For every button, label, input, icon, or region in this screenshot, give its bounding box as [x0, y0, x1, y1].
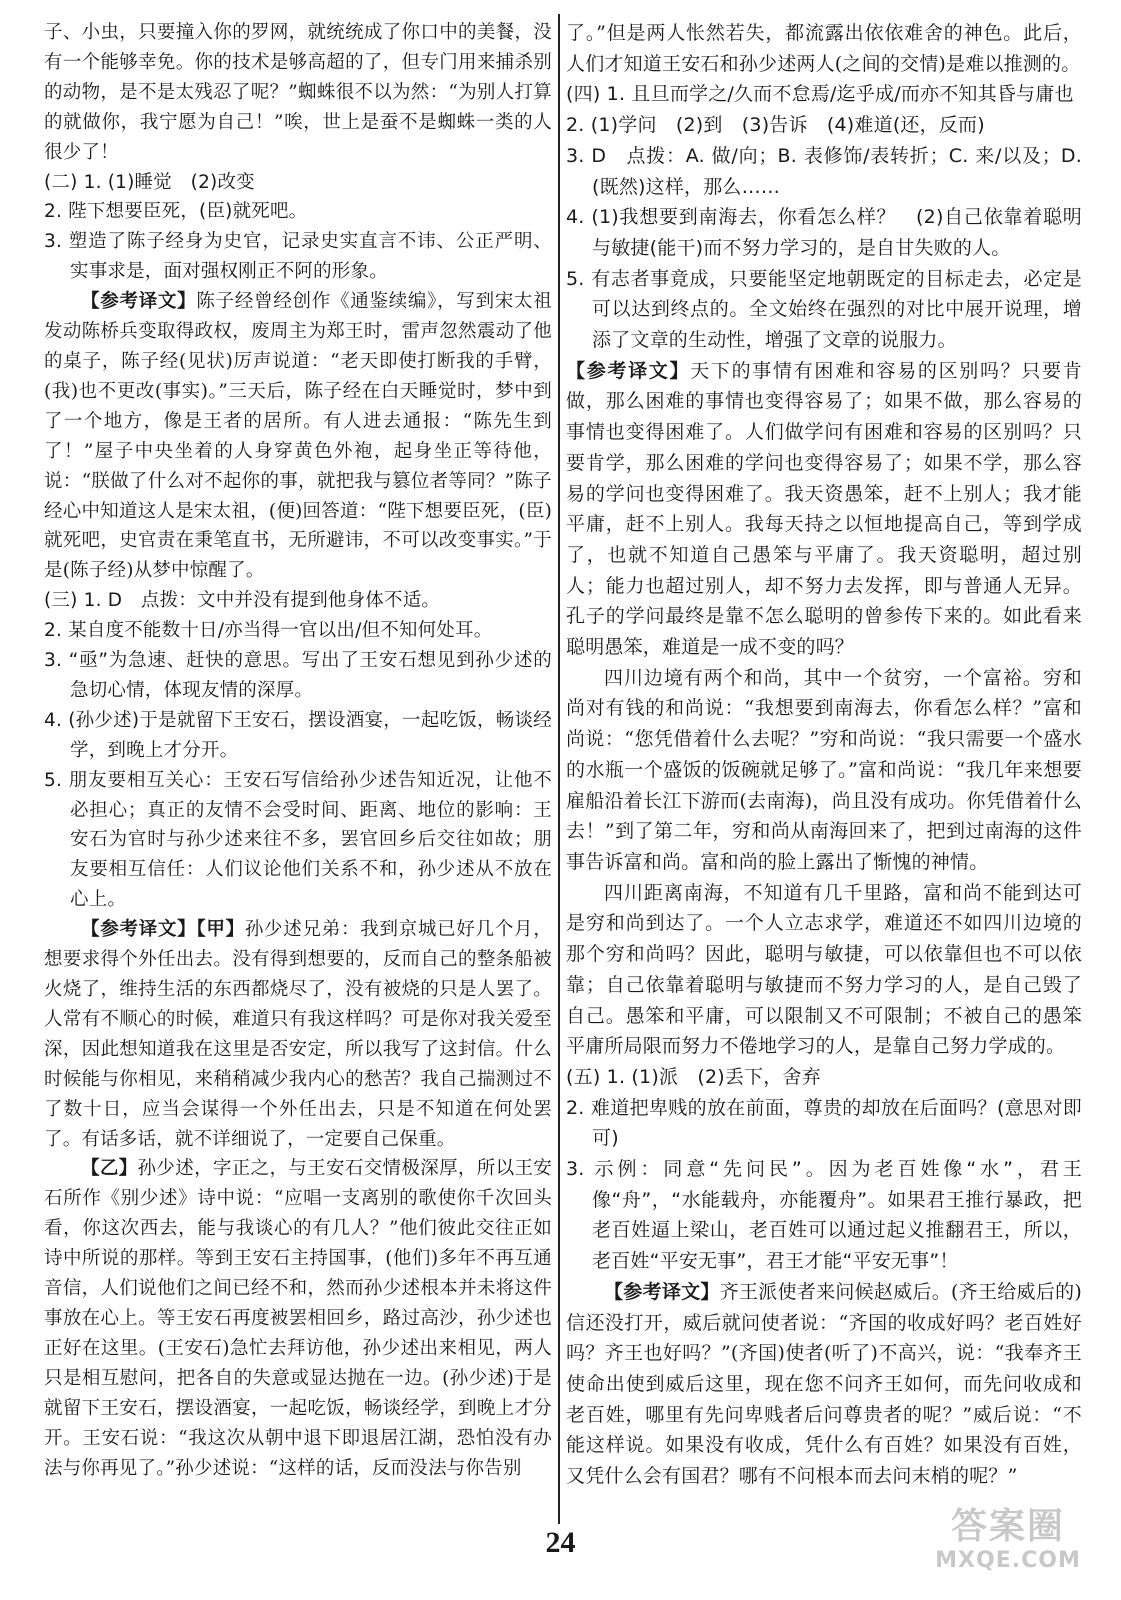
translation-5: 【参考译文】齐王派使者来问候赵威后。(齐王给威后的)信还没打开，威后就问使者说：“齐国的收成好吗？老百姓好吗？齐王也好吗？”(齐国)使者(听了)不高兴，说：“我奉齐王使命出使到威后这里，现在您不问齐王如何，而先问收成和老百姓，哪里有先问卑贱者后问尊贵者的呢？”威后说：“不能这样说。如果没有收成，凭什么有百姓？如果没有百姓，又凭什么会有国君？哪有不问根本而去问末梢的呢？” — [566, 1280, 1083, 1488]
left-column — [44, 18, 552, 1483]
answer-3-5: 5. 朋友要相互关心：王安石写信给孙少述告知近况，让他不必担心；真正的友情不会受时间、距离、地位的影响：王安石为官时与孙少述来往不多，罢官回乡后交往如故；朋友要相互信任：人们议论他们关系不和，孙少述从不放在心上。 — [44, 769, 552, 911]
answer-2-1: (二) 1. (1)睡觉 (2)改变 — [44, 171, 255, 193]
column-divider — [558, 14, 560, 1524]
translation-3-yi: 【乙】孙少述，字正之，与王安石交情极深厚，所以王安石所作《别少述》诗中说：“应唱一支离别的歌使你千次回头看，你这次西去，能与我谈心的有几人？”他们彼此交往正如诗中所说的那样。等到王安石主持国事，(他们)多年不再互通音信，人们说他们之间已经不和，然而孙少述根本并未将这件事放在心上。等王安石再度被罢相回乡，路过高沙，孙少述也正好在这里。(王安石)急忙去拜访他，孙少述出来相见，两人只是相互慰问，把各自的失意或显达抛在一边。(孙少述)于是就留下王安石，摆设酒宴，一起吃饭，畅谈经学，到晚上才分开。王安石说：“我这次从朝中退下即退居江湖，恐怕没有办法与你再见了。”孙少述说：“这样的话，反而没法与你告别 — [44, 1158, 552, 1479]
answer-5-3: 3. 示例：同意“先问民”。因为老百姓像“水”，君王像“舟”，“水能载舟，亦能覆舟”。如果君王推行暴政，把老百姓逼上梁山，老百姓可以通过起义推翻君王，所以，老百姓“平安无事”，君王才能“平安无事”！ — [566, 1158, 1082, 1273]
watermark-text: 答案圈 — [950, 1506, 1065, 1547]
answer-3-4: 4. (孙少述)于是就留下王安石，摆设酒宴，一起吃饭，畅谈经学，到晚上才分开。 — [44, 709, 552, 761]
watermark-url: MXQE.COM — [935, 1548, 1081, 1573]
translation-4: 【参考译文】天下的事情有困难和容易的区别吗？只要肯做，那么困难的事情也变得容易了；如果不做，那么容易的事情也变得困难了。人们做学问有困难和容易的区别吗？只要肯学，那么困难的学问也变得容易了；如果不学，那么容易的学问也变得困难了。我天资愚笨，赶不上别人；我才能平庸，赶不上别人。我每天持之以恒地提高自己，等到学成了，也就不知道自己愚笨与平庸了。我天资聪明，超过别人；能力也超过别人，却不努力去发挥，即与普通人无异。孔子的学问最终是靠不怎么聪明的曾参传下来的。如此看来聪明愚笨，难道是一成不变的吗？ — [566, 359, 1082, 659]
translation-4-monks: 四川边境有两个和尚，其中一个贫穷，一个富裕。穷和尚对有钱的和尚说：“我想要到南海去，你看怎么样？”富和尚说：“您凭借着什么去呢？”穷和尚说：“我只需要一个盛水的水瓶一个盛饭的饭碗就足够了。”富和尚说：“我几年来想要雇船沿着长江下游而(去南海)，尚且没有成功。你凭借着什么去！”到了第二年，穷和尚从南海回来了，把到过南海的这件事告诉富和尚。富和尚的脸上露出了惭愧的神情。 — [566, 666, 1082, 873]
answer-2-3: 3. 塑造了陈子经身为史官，记录史实直言不讳、公正严明、实事求是，面对强权刚正不阿的形象。 — [44, 231, 552, 283]
translation-3-yi-end: 了。”但是两人怅然若失，都流露出依依难舍的神色。此后，人们才知道王安石和孙少述两人(之间的交情)是难以推测的。 — [566, 22, 1082, 75]
page-number: 24 — [545, 1526, 576, 1559]
watermark-logo — [913, 1506, 1103, 1586]
answer-4-2: 2. (1)学问 (2)到 (3)告诉 (4)难道(还，反而) — [566, 114, 985, 137]
translation-3-jia: 【参考译文】【甲】孙少述兄弟：我到京城已好几个月，想要求得个外任出去。没有得到想要的，反而自己的整条船被火烧了，维持生活的东西都烧尽了，没有被烧的只是人罢了。人常有不顺心的时候，难道只有我这样吗？可是你对我关爱至深，因此想知道我在这里是否安定，所以我写了这封信。什么时候能与你相见，来稍稍减少我内心的愁苦？我自己揣测过不了数十日，应当会谋得一个外任出去，只是不知道在何处罢了。有话多话，就不详细说了，一定要自己保重。 — [44, 919, 552, 1150]
answer-5-2: 2. 难道把卑贱的放在前面，尊贵的却放在后面吗？(意思对即可) — [566, 1096, 1082, 1150]
answer-4-3: 3. D 点拨：A. 做/向；B. 表修饰/表转折；C. 来/以及；D. (既然)这样，那么…… — [566, 144, 1082, 198]
story-continuation: 子、小虫，只要撞入你的罗网，就统统成了你口中的美餐，没有一个能够幸免。你的技术是够高超的了，但专门用来捕杀别的动物，是不是太残忍了呢？”蜘蛛很不以为然：“为别人打算的就做你，我宁愿为自己！”唉，世上是蚕不是蜘蛛一类的人很少了！ — [44, 22, 552, 163]
answer-5-1: (五) 1. (1)派 (2)丢下，舍弃 — [566, 1065, 821, 1088]
answer-4-5: 5. 有志者事竟成，只要能坚定地朝既定的目标走去，必定是可以达到终点的。全文始终在强烈的对比中展开说理，增添了文章的生动性，增强了文章的说服力。 — [566, 267, 1082, 352]
right-column — [566, 18, 1082, 1492]
answer-3-3: 3. “亟”为急速、赶快的意思。写出了王安石想见到孙少述的急切心情，体现友情的深厚。 — [44, 650, 552, 701]
answer-2-2: 2. 陛下想要臣死，(臣)就死吧。 — [44, 201, 308, 223]
answer-3-2: 2. 某自度不能数十日/亦当得一官以出/但不知何处耳。 — [44, 620, 493, 642]
answer-4-4: 4. (1)我想要到南海去，你看怎么样？ (2)自己依靠着聪明与敏捷(能干)而不努力学习的，是自甘失败的人。 — [566, 206, 1082, 259]
answer-3-1: (三) 1. D 点拨：文中并没有提到他身体不适。 — [44, 590, 441, 612]
translation-2: 【参考译文】陈子经曾经创作《通鉴续编》，写到宋太祖发动陈桥兵变取得政权，废周主为郑王时，雷声忽然震动了他的桌子，陈子经(见状)厉声说道：“老天即使打断我的手臂，(我)也不更改(事实)。”三天后，陈子经在白天睡觉时，梦中到了一个地方，像是王者的居所。有人进去通报：“陈先生到了！”屋子中央坐着的人身穿黄色外袍，起身坐正等待他，说：“朕做了什么对不起你的事，就把我与篡位者等同？”陈子经心中知道这人是宋太祖，(便)回答道：“陛下想要臣死，(臣)就死吧，史官责在秉笔直书，无所避讳，不可以改变事实。”于是(陈子经)从梦中惊醒了。 — [44, 291, 552, 582]
translation-4-conclusion: 四川距离南海，不知道有几千里路，富和尚不能到达可是穷和尚到达了。一个人立志求学，难道还不如四川边境的那个穷和尚吗？因此，聪明与敏捷，可以依靠但也不可以依靠；自己依靠着聪明与敏捷而不努力学习的人，是自己毁了自己。愚笨和平庸，可以限制又不可限制；不被自己的愚笨平庸所局限而努力不倦地学习的人，是靠自己努力学成的。 — [566, 881, 1082, 1058]
answer-4-1: (四) 1. 且旦而学之/久而不怠焉/迄乎成/而亦不知其昏与庸也 — [566, 83, 1074, 106]
